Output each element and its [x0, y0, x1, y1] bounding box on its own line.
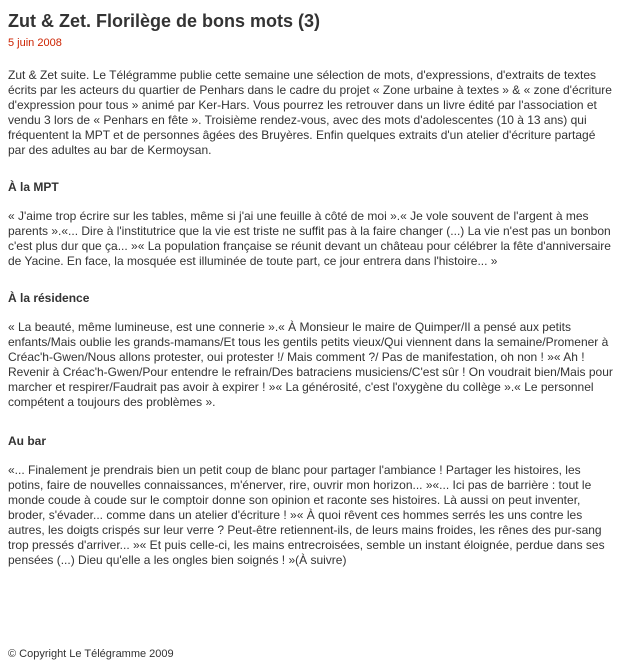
- article-date: 5 juin 2008: [8, 37, 62, 49]
- section-text-residence: « La beauté, même lumineuse, est une connerie ».« À Monsieur le maire de Quimper/Il a pensé aux petits enfants/Mais oublie les grands-mamans/Et tous les gentils petits vieux/Qui viennent dans la semaine/Promener à Créac'h-Gwen/Nous allons protester, oui protester !/ Mais comment ?/ Pas de manifestation, oh non ! »« Ah ! Revenir à Créac'h-Gwen/Pour entendre le refrain/Des batraciens musiciens/C'est sûr ! On voudrait bien/Mais pour marcher et respirer/Faudrait pas avoir à expirer ! »« La générosité, c'est l'oxygène du collège ».« Le personnel compétent a toujours des problèmes ».: [8, 320, 613, 409]
- section-heading-bar: Au bar: [8, 434, 47, 448]
- section-heading-mpt: À la MPT: [8, 180, 59, 194]
- section-heading-residence: À la résidence: [8, 291, 90, 305]
- article-intro: Zut & Zet suite. Le Télégramme publie cette semaine une sélection de mots, d'expressions, d'extraits de textes écrits par les acteurs du quartier de Penhars dans le cadre du projet « Zone urbaine à textes » & « zone d'écriture d'expression pour tous » animé par Ker-Hars. Vous pourrez les retrouver dans un livre édité par l'association et vendu 3 lors de « Penhars en fête ». Troisième rendez-vous, avec des mots d'adolescentes (10 à 13 ans) qui fréquentent la MPT et de personnes âgées des Bruyères. Enfin quelques extraits d'un atelier d'écriture partagé par des adultes au bar de Kermoysan.: [8, 68, 612, 157]
- article-title: Zut & Zet. Florilège de bons mots (3): [8, 11, 321, 31]
- section-text-bar: «... Finalement je prendrais bien un petit coup de blanc pour partager l'ambiance ! Partager les histoires, les potins, faire de nouvelles connaissances, m'énerver, rire, ouvrir mon horizon... »«... Ici pas de barrière : tout le monde coude à coude sur le comptoir donne son opinion et raconte ses histoires. Là aussi on peut inventer, broder, s'évader... comme dans un atelier d'écriture ! »« À quoi rêvent ces hommes serrés les uns contre les autres, les doigts crispés sur leur verre ? Peut-être retiennent-ils, de leurs mains froides, les rênes des pur-sang trop pressés d'arriver... »« Et puis celle-ci, les mains entrecroisées, semble un instant éloignée, perdue dans ses pensées (...) Dieu qu'elle a les ongles bien soignés ! »(À suivre): [8, 463, 605, 567]
- copyright-notice: © Copyright Le Télégramme 2009: [8, 648, 174, 660]
- section-text-mpt: « J'aime trop écrire sur les tables, même si j'ai une feuille à côté de moi ».« Je vole souvent de l'argent à mes parents ».«... Dire à l'institutrice que la vie est triste ne suffit pas à la faire changer (...) La vie n'est pas un bonbon c'est plus dur que ça... »« La population française se réunit devant un château pour célébrer la fête d'anniversaire de Yacine. En face, la mosquée est illuminée de toute part, ce jour entrera dans l'histoire... »: [8, 209, 611, 268]
